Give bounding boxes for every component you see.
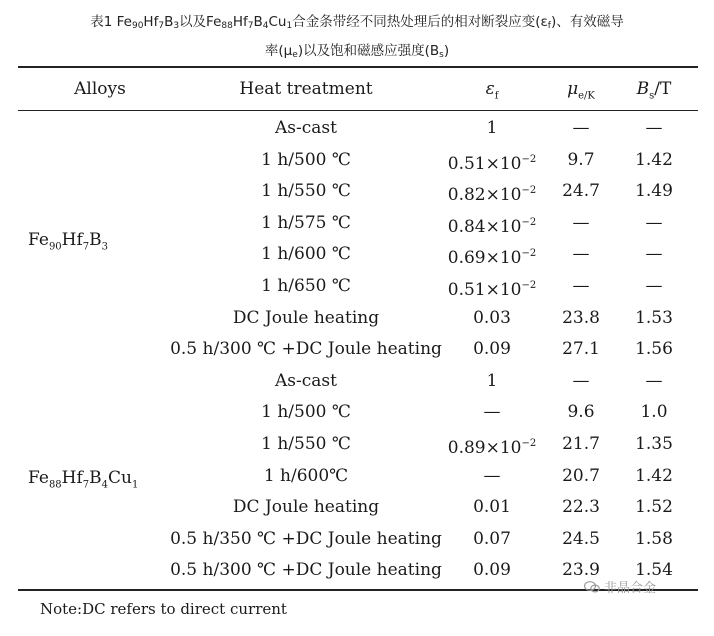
heat-treatment-cell: 0.5 h/350 ℃ +DC Joule heating [170,529,442,549]
permeability-cell: 23.9 [562,560,600,580]
fracture-strain-cell: 1 [486,371,498,391]
fracture-strain-cell: $0.51\times 10^{-2}$ [447,280,537,300]
permeability-cell: 22.3 [562,497,600,517]
permeability-cell: — [572,244,590,264]
permeability-cell: 9.6 [567,402,595,422]
watermark-text: 非晶合金 [604,581,657,596]
saturation-cell: 1.42 [635,466,673,486]
permeability-cell: 24.5 [562,529,600,549]
saturation-cell: — [645,244,663,264]
permeability-cell: — [572,213,590,233]
saturation-cell: 1.49 [635,181,673,201]
fracture-strain-cell: — [483,466,501,486]
fracture-strain-cell: 0.01 [473,497,511,517]
header-alloys: Alloys [74,79,126,99]
fracture-strain-cell: 0.09 [473,339,511,359]
fracture-strain-cell: 0.03 [473,308,511,328]
heat-treatment-cell: As-cast [275,118,337,138]
saturation-cell: — [645,213,663,233]
saturation-cell: 1.35 [635,434,673,454]
caption-line-2: 率$(\mu_e)$以及饱和磁感应强度$(B_s)$ [264,43,450,60]
heat-treatment-cell: 1 h/500 ℃ [261,402,351,422]
heat-treatment-cell: 0.5 h/300 ℃ +DC Joule heating [170,560,442,580]
fracture-strain-cell: $0.51\times 10^{-2}$ [447,154,537,174]
table-note: Note:DC refers to direct current [40,600,287,618]
watermark [584,578,656,600]
permeability-cell: 21.7 [562,434,600,454]
fracture-strain-cell: $0.69\times 10^{-2}$ [447,248,537,268]
heat-treatment-cell: As-cast [275,371,337,391]
fracture-strain-cell: $0.82\times 10^{-2}$ [447,185,537,205]
header-heat-treatment: Heat treatment [239,79,373,99]
heat-treatment-cell: 1 h/550 ℃ [261,434,351,454]
permeability-cell: 27.1 [562,339,600,359]
alloy-label-fe88: $Fe_{88}Hf_7B_4Cu_1$ [28,468,139,491]
heat-treatment-cell: 1 h/650 ℃ [261,276,351,296]
saturation-cell: 1.54 [635,560,673,580]
header-saturation-induction: $B_s/T$ [636,79,672,102]
saturation-cell: — [645,118,663,138]
header-fracture-strain: $\varepsilon_f$ [485,79,499,102]
permeability-cell: — [572,276,590,296]
heat-treatment-cell: 1 h/600℃ [263,466,349,486]
heat-treatment-cell: 1 h/575 ℃ [261,213,351,233]
saturation-cell: 1.52 [635,497,673,517]
heat-treatment-cell: 1 h/600 ℃ [261,244,351,264]
saturation-cell: 1.56 [635,339,673,359]
heat-treatment-cell: DC Joule heating [232,497,380,517]
fracture-strain-cell: $0.84\times 10^{-2}$ [447,217,537,237]
saturation-cell: — [645,371,663,391]
saturation-cell: 1.53 [635,308,673,328]
wechat-icon [584,581,600,593]
fracture-strain-cell: 0.07 [473,529,511,549]
saturation-cell: 1.42 [635,150,673,170]
header-rule [18,110,698,111]
permeability-cell: 20.7 [562,466,600,486]
saturation-cell: 1.0 [640,402,668,422]
fracture-strain-cell: $0.89\times 10^{-2}$ [447,438,537,458]
heat-treatment-cell: 0.5 h/300 ℃ +DC Joule heating [170,339,442,359]
permeability-cell: 24.7 [562,181,600,201]
saturation-cell: — [645,276,663,296]
heat-treatment-cell: 1 h/550 ℃ [261,181,351,201]
permeability-cell: 23.8 [562,308,600,328]
fracture-strain-cell: 0.09 [473,560,511,580]
caption-line-1: 表1 $Fe_{90}Hf_7B_3$以及$Fe_{88}Hf_7B_4Cu_1$合金条带经不同热处理后的相对断裂应变$(\varepsilon_f)$、有效磁导 [90,14,624,31]
permeability-cell: — [572,118,590,138]
fracture-strain-cell: 1 [486,118,498,138]
fracture-strain-cell: — [483,402,501,422]
saturation-cell: 1.58 [635,529,673,549]
alloy-label-fe90: $Fe_{90}Hf_7B_3$ [28,230,109,253]
header-permeability: $\mu_{e/K}$ [567,79,595,102]
permeability-cell: — [572,371,590,391]
heat-treatment-cell: DC Joule heating [232,308,380,328]
permeability-cell: 9.7 [567,150,595,170]
heat-treatment-cell: 1 h/500 ℃ [261,150,351,170]
table-top-rule [18,66,698,68]
table-caption [0,10,714,68]
